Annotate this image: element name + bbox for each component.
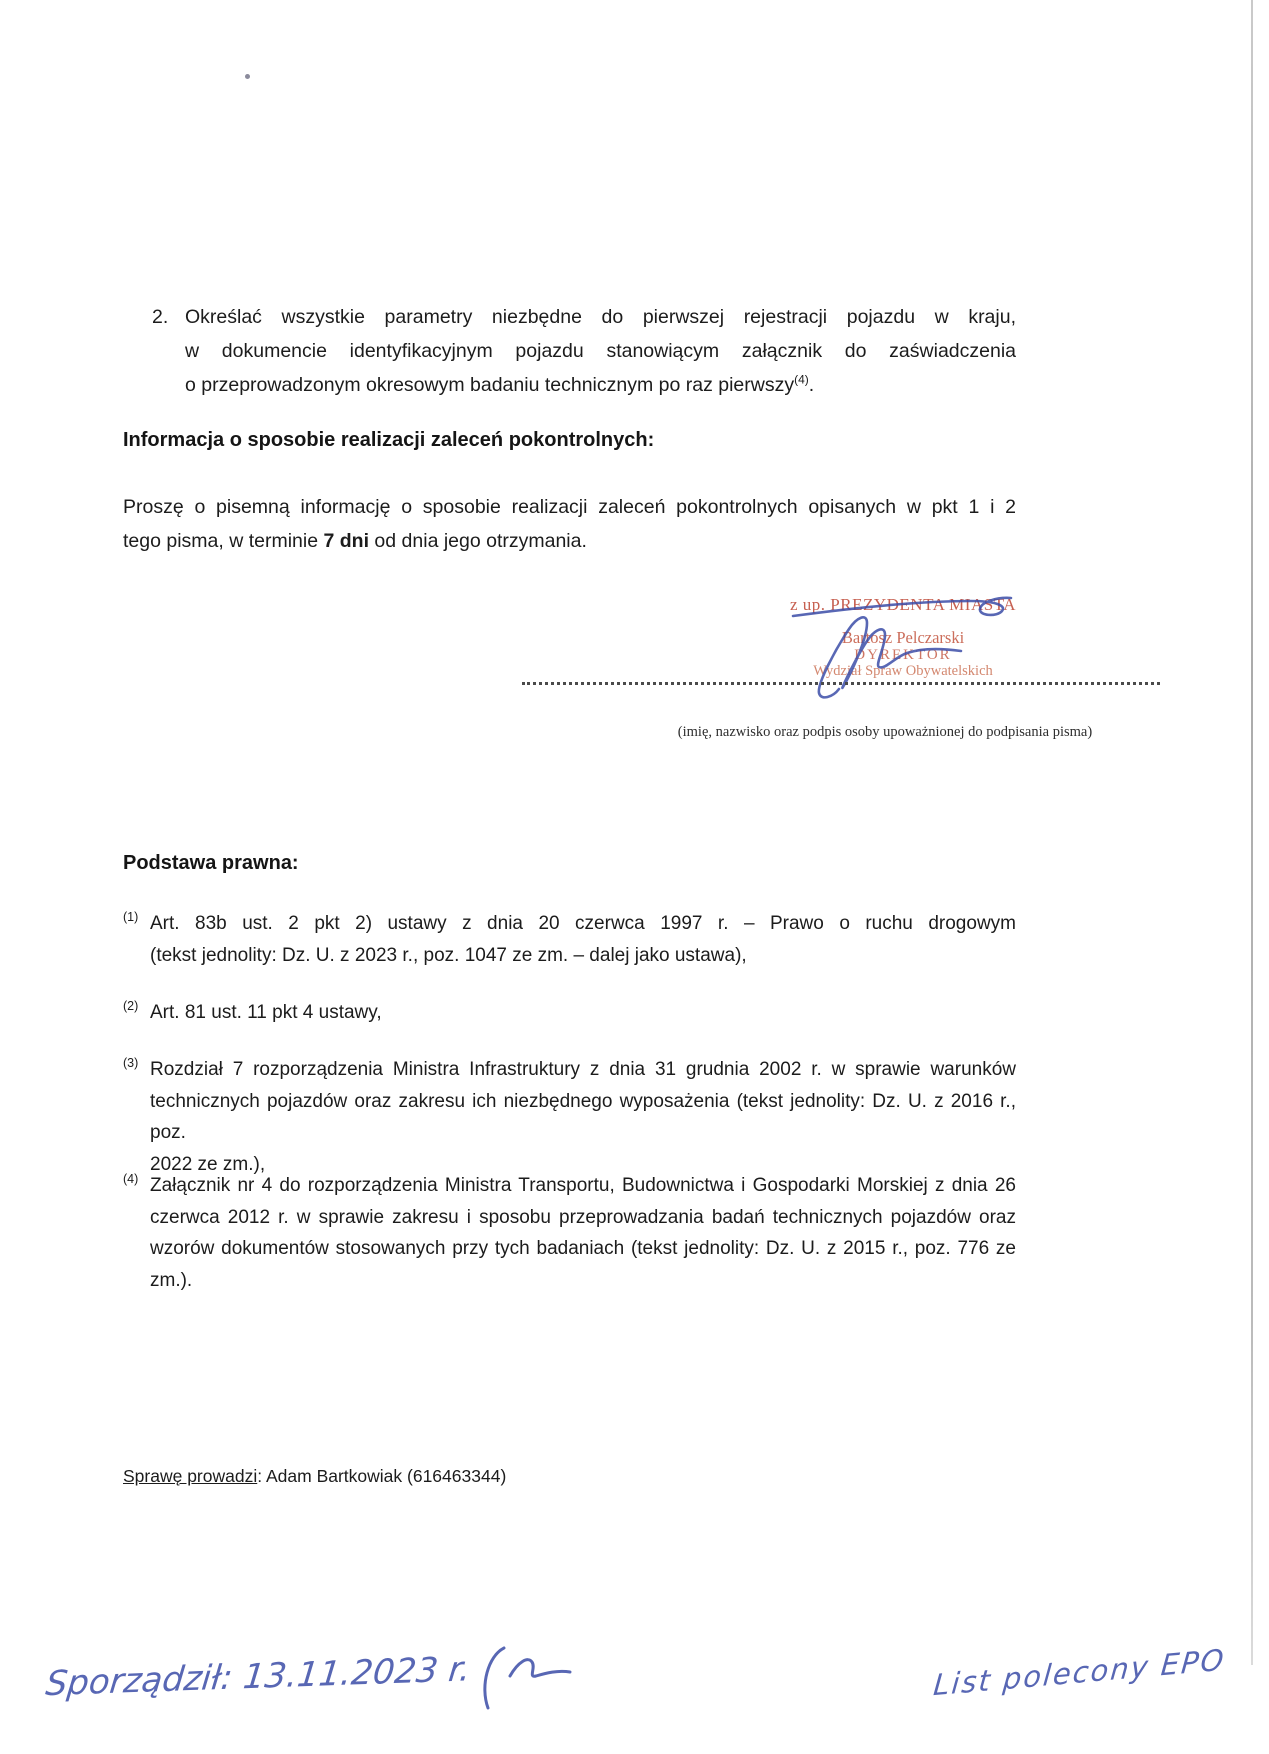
footnote-marker: (1) (123, 910, 139, 924)
footnote-marker: (2) (123, 999, 139, 1013)
section-heading: Informacja o sposobie realizacji zaleceń pokontrolnych: (123, 429, 655, 451)
list-item-number: 2. (152, 306, 169, 328)
footnote-body (150, 997, 1016, 1029)
list-item-body (185, 300, 1016, 402)
handwritten-right-note: List polecony EPO (931, 1642, 1227, 1703)
paragraph-text: tego pisma, w terminie (123, 530, 324, 552)
footnote-line: wzorów dokumentów stosowanych przy tych badaniach (tekst jednolity: Dz. U. z 2015 r., poz. 776 ze (150, 1238, 1016, 1259)
signature-caption: (imię, nazwisko oraz podpis osoby upoważnionej do podpisania pisma) (677, 724, 1093, 740)
footnote-line: Art. 81 ust. 11 pkt 4 ustawy, (150, 1002, 382, 1023)
footnote-line: czerwca 2012 r. w sprawie zakresu i sposobu przeprowadzania badań technicznych pojazdów oraz (150, 1206, 1016, 1228)
footnote-line: zm.). (150, 1269, 193, 1291)
scan-speck (245, 74, 250, 79)
footnote-line: 2022 ze zm.), (150, 1153, 266, 1175)
footnote-body (150, 908, 1016, 971)
paragraph-text: . (808, 374, 815, 396)
paragraph-line (185, 368, 1016, 402)
footnote-body (150, 1170, 1016, 1296)
footnote-line: technicznych pojazdów oraz zakresu ich niezbędnego wyposażenia (tekst jednolity: Dz. U. z 2016 r., poz. (150, 1090, 1016, 1143)
scan-artifact-line (1251, 0, 1253, 1665)
legal-basis-heading: Podstawa prawna: (123, 852, 299, 874)
case-handler-value: : Adam Bartkowiak (616463344) (257, 1466, 507, 1486)
footnote-reference: (4) (794, 372, 809, 387)
case-handler-label: Sprawę prowadzi (123, 1466, 258, 1486)
paragraph-text: o przeprowadzonym okresowym badaniu technicznym po raz pierwszy (185, 374, 795, 396)
footnote-body (150, 1054, 1016, 1180)
stamp-authority-line: z up. PREZYDENTA MIASTA (790, 595, 1016, 614)
stamp-signer-name: Bartosz Pelczarski (841, 628, 965, 647)
paragraph-line: Określać wszystkie parametry niezbędne do pierwszej rejestracji pojazdu w kraju, (185, 306, 1016, 328)
paragraph-line: Proszę o pisemną informację o sposobie realizacji zaleceń pokontrolnych opisanych w pkt 1 i 2 (123, 496, 1016, 518)
footnote-line: (tekst jednolity: Dz. U. z 2023 r., poz. 1047 ze zm. – dalej jako ustawa), (150, 944, 747, 966)
stamp-department-line: Wydział Spraw Obywatelskich (813, 663, 993, 679)
footnote-line: Art. 83b ust. 2 pkt 2) ustawy z dnia 20 czerwca 1997 r. – Prawo o ruchu drogowym (150, 913, 1016, 934)
footnote-line: Załącznik nr 4 do rozporządzenia Ministra Transportu, Budownictwa i Gospodarki Morskiej z dnia 26 (150, 1175, 1016, 1196)
handwritten-left-note: Sporządził: 13.11.2023 r. (43, 1649, 473, 1705)
signature-scribble (775, 585, 1055, 705)
paragraph-text: od dnia jego otrzymania. (369, 530, 587, 552)
handwritten-paraph (470, 1636, 580, 1716)
footnote-line: Rozdział 7 rozporządzenia Ministra Infrastruktury z dnia 31 grudnia 2002 r. w sprawie warunków (150, 1059, 1016, 1080)
signature-dotted-line (522, 682, 1160, 685)
paragraph-line (123, 524, 1016, 558)
footnote-marker: (3) (123, 1056, 139, 1070)
case-handler-line (123, 1466, 506, 1487)
request-paragraph (123, 490, 1016, 558)
paragraph-line: w dokumencie identyfikacyjnym pojazdu stanowiącym załącznik do zaświadczenia (185, 340, 1016, 362)
stamp-signer-title: DYREKTOR (854, 647, 952, 663)
footnote-marker: (4) (123, 1172, 139, 1186)
deadline-emphasis: 7 dni (323, 530, 370, 552)
